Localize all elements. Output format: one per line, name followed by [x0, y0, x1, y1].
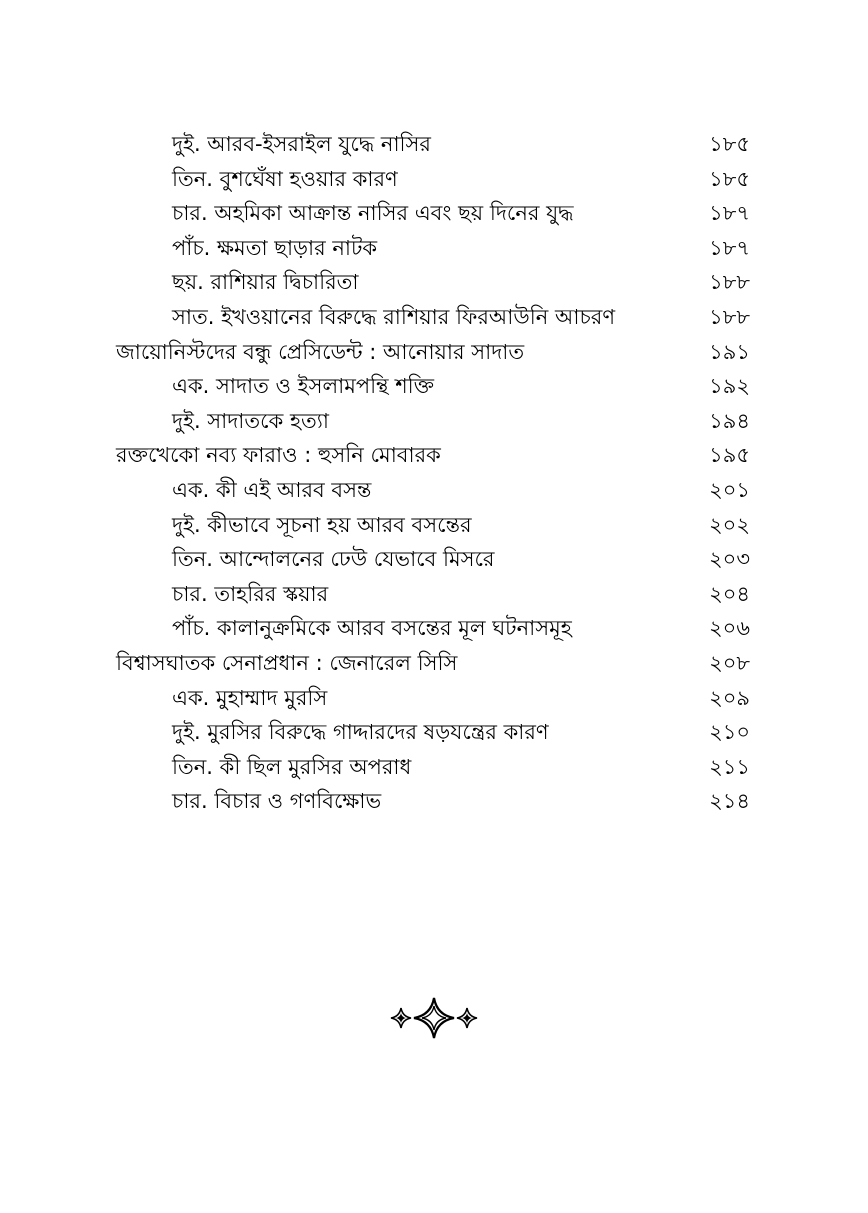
toc-entry — [0, 263, 868, 298]
toc-entry-page: ২১১ — [709, 754, 750, 779]
toc-entry — [0, 713, 868, 748]
toc-entry-page: ১৮৮ — [709, 270, 750, 295]
toc-entry-page: ২০২ — [709, 512, 750, 537]
toc-entry — [0, 782, 868, 817]
toc-entry-page: ২০৩ — [709, 547, 750, 572]
toc-entry-page: ২০১ — [709, 477, 750, 502]
toc-entry — [0, 298, 868, 333]
toc-entry-title: ছয়. রাশিয়ার দ্বিচারিতা — [172, 270, 359, 295]
toc-entry — [0, 471, 868, 506]
toc-entry — [0, 506, 868, 541]
toc-entry — [0, 609, 868, 644]
toc-entry — [0, 402, 868, 437]
toc-chapter-page: ২০৮ — [709, 650, 750, 675]
toc-entry — [0, 229, 868, 264]
toc-entry-title: দুই. কীভাবে সূচনা হয় আরব বসন্তের — [172, 512, 472, 537]
toc-entry-title: চার. তাহরির স্কয়ার — [172, 581, 329, 606]
toc-entry-page: ১৮৫ — [709, 132, 750, 156]
toc-entry-title: দুই. আরব-ইসরাইল যুদ্ধে নাসির — [172, 132, 431, 156]
toc-entry — [0, 679, 868, 714]
toc-entry — [0, 194, 868, 229]
toc-entry — [0, 125, 868, 160]
toc-entry-page: ২১৪ — [709, 789, 750, 814]
toc-entry — [0, 540, 868, 575]
toc-entry-title: সাত. ইখওয়ানের বিরুদ্ধে রাশিয়ার ফিরআউনি আচরণ — [172, 304, 616, 329]
toc-entry — [0, 748, 868, 783]
toc-chapter-title: জায়োনিস্টদের বন্ধু প্রেসিডেন্ট : আনোয়ার সাদাত — [116, 339, 525, 364]
toc-entry-title: চার. বিচার ও গণবিক্ষোভ — [172, 789, 382, 814]
table-of-contents — [0, 125, 868, 817]
toc-chapter-page: ১৯৫ — [709, 443, 750, 468]
toc-entry — [0, 160, 868, 195]
toc-entry-page: ২০৬ — [709, 616, 750, 641]
toc-entry-title: চার. অহমিকা আক্রান্ত নাসির এবং ছয় দিনের যুদ্ধ — [172, 201, 574, 226]
toc-chapter-page: ১৯১ — [709, 339, 750, 364]
toc-entry-title: তিন. বুশঘেঁষা হওয়ার কারণ — [172, 166, 398, 191]
toc-entry-title: তিন. কী ছিল মুরসির অপরাধ — [172, 754, 412, 779]
toc-entry-page: ১৮৫ — [709, 166, 750, 191]
toc-entry-title: তিন. আন্দোলনের ঢেউ যেভাবে মিসরে — [172, 547, 495, 572]
toc-chapter-title: বিশ্বাসঘাতক সেনাপ্রধান : জেনারেল সিসি — [116, 650, 458, 675]
diamond-star-ornament-icon — [384, 994, 484, 1042]
toc-entry-title: দুই. সাদাতকে হত্যা — [172, 408, 329, 433]
toc-entry-page: ১৮৮ — [709, 304, 750, 329]
toc-entry — [0, 367, 868, 402]
toc-entry-page: ১৯৪ — [709, 408, 750, 433]
toc-entry-title: পাঁচ. ক্ষমতা ছাড়ার নাটক — [172, 235, 378, 260]
toc-entry-page: ২১০ — [709, 720, 750, 745]
toc-entry-page: ১৮৭ — [709, 235, 750, 260]
toc-chapter-title: রক্তখেকো নব্য ফারাও : হুসনি মোবারক — [116, 443, 441, 468]
toc-entry-title: এক. কী এই আরব বসন্ত — [172, 477, 372, 502]
toc-chapter-entry — [0, 333, 868, 368]
toc-entry-title: এক. মুহাম্মাদ মুরসি — [172, 685, 328, 710]
toc-chapter-entry — [0, 436, 868, 471]
toc-entry-page: ২০৪ — [709, 581, 750, 606]
toc-chapter-entry — [0, 644, 868, 679]
toc-entry-page: ২০৯ — [709, 685, 750, 710]
toc-entry-page: ১৮৭ — [709, 201, 750, 226]
toc-entry-title: দুই. মুরসির বিরুদ্ধে গাদ্দারদের ষড়যন্ত্রের কারণ — [172, 720, 549, 745]
toc-entry — [0, 575, 868, 610]
toc-entry-title: পাঁচ. কালানুক্রমিকে আরব বসন্তের মূল ঘটনাসমূহ — [172, 616, 572, 641]
toc-entry-page: ১৯২ — [709, 374, 750, 399]
toc-entry-title: এক. সাদাত ও ইসলামপন্থি শক্তি — [172, 374, 435, 399]
